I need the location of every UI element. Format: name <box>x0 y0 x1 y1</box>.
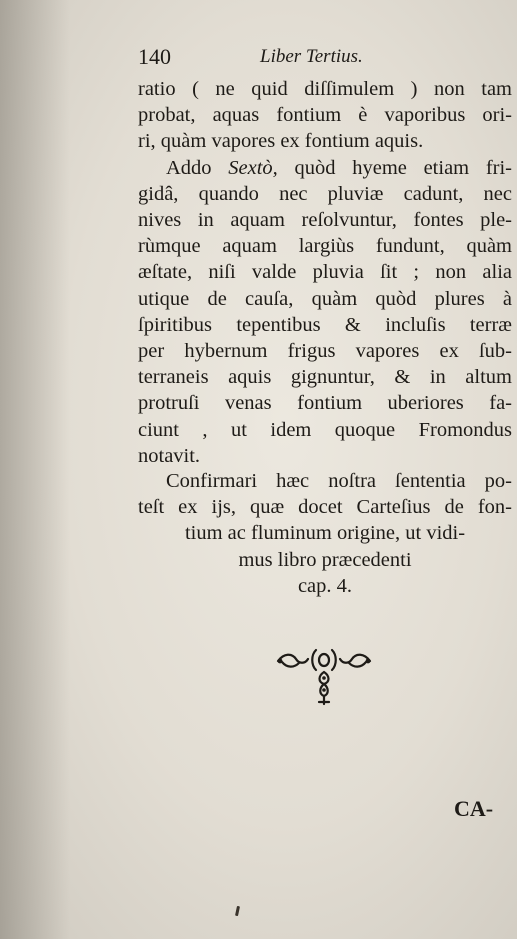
paragraph-opening-line <box>138 155 512 181</box>
running-head: Liber Tertius. <box>260 46 363 67</box>
text-line: cap. 4. <box>297 574 353 597</box>
ink-mark <box>235 906 240 916</box>
text-line: ſpiritibus tepentibus & incluſis terræ <box>138 313 512 336</box>
closing-paragraph <box>138 468 512 599</box>
fleuron-icon <box>274 644 374 706</box>
first-line-rest: quòd hyeme etiam fri- <box>277 156 513 179</box>
text-line: notavit. <box>138 444 201 467</box>
text-line: per hybernum frigus vapores ex ſub- <box>138 340 512 363</box>
page-header <box>138 44 478 74</box>
lead-italic: Sextò, <box>228 156 278 179</box>
text-line: probat, aquas fontium è vaporibus ori- <box>138 104 512 127</box>
main-text <box>138 76 512 469</box>
text-line: ratio ( ne quid diſſimulem ) non tam <box>138 78 512 100</box>
text-line: æſtate, niſi valde pluvia ſit ; non alia <box>138 261 512 284</box>
text-line: mus libro præcedenti <box>238 548 412 571</box>
lead-word: Addo <box>166 156 212 179</box>
text-line: ciunt , ut idem quoque Fromondus <box>138 418 512 441</box>
text-line: ri, quàm vapores ex fontium aquis. <box>138 130 424 153</box>
text-line: utique de cauſa, quàm quòd plures à <box>138 287 512 310</box>
text-line: rùmque aquam largiùs fundunt, quàm <box>138 235 512 258</box>
text-line: protruſi venas fontium uberiores fa- <box>138 392 512 415</box>
text-line: tium ac fluminum origine, ut vidi- <box>184 522 466 545</box>
text-line: nives in aquam reſolvuntur, fontes ple- <box>138 209 512 232</box>
text-line: Confirmari hæc noſtra ſententia po- <box>166 470 512 492</box>
text-line: gidâ, quando nec pluviæ cadunt, nec <box>138 182 512 205</box>
catchword: CA- <box>454 796 494 821</box>
text-line: teſt ex ijs, quæ docet Carteſius de fon- <box>138 496 512 519</box>
page-number: 140 <box>138 44 171 69</box>
text-line: terraneis aquis gignuntur, & in altum <box>138 366 512 389</box>
